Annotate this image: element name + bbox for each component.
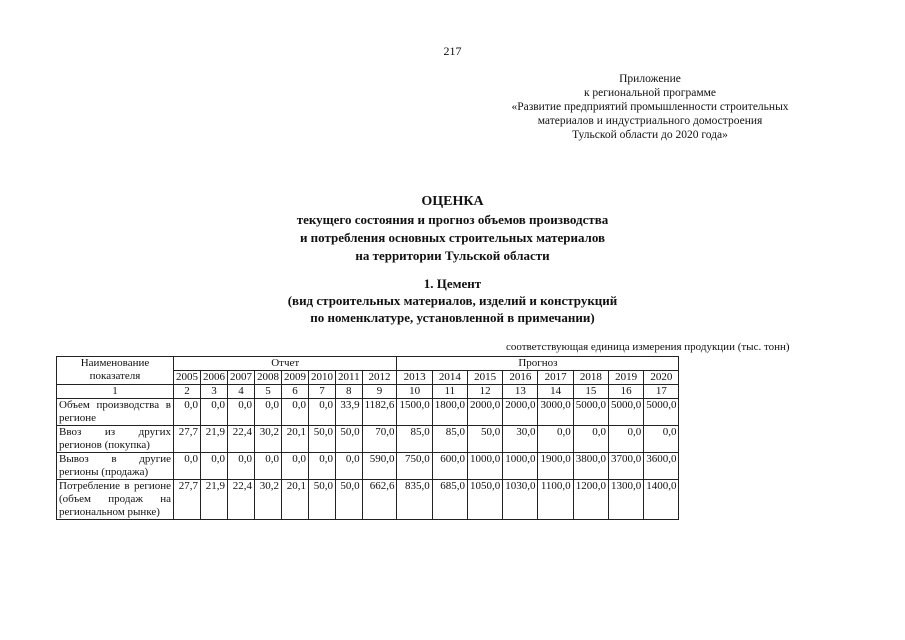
year-cell: 2007 [228, 371, 255, 385]
year-cell: 2015 [467, 371, 502, 385]
row-name-cell: Ввоз из других регионов (покупка) [57, 426, 174, 453]
value-cell: 30,2 [255, 480, 282, 520]
value-cell: 0,0 [228, 453, 255, 480]
column-number-cell: 14 [538, 385, 573, 399]
section-heading [0, 275, 905, 326]
value-cell: 0,0 [309, 399, 336, 426]
value-cell: 1200,0 [573, 480, 608, 520]
value-cell: 0,0 [336, 453, 363, 480]
value-cell: 1000,0 [467, 453, 502, 480]
column-number-cell: 1 [57, 385, 174, 399]
value-cell: 85,0 [397, 426, 432, 453]
value-cell: 0,0 [538, 426, 573, 453]
year-cell: 2012 [362, 371, 397, 385]
column-number-cell: 15 [573, 385, 608, 399]
value-cell: 2000,0 [467, 399, 502, 426]
column-number-cell: 2 [174, 385, 201, 399]
value-cell: 1900,0 [538, 453, 573, 480]
value-cell: 3800,0 [573, 453, 608, 480]
value-cell: 0,0 [201, 453, 228, 480]
year-cell: 2018 [573, 371, 608, 385]
value-cell: 50,0 [336, 426, 363, 453]
value-cell: 30,0 [503, 426, 538, 453]
year-cell: 2016 [503, 371, 538, 385]
value-cell: 662,6 [362, 480, 397, 520]
column-number-cell: 5 [255, 385, 282, 399]
value-cell: 30,2 [255, 426, 282, 453]
value-cell: 0,0 [644, 426, 679, 453]
value-cell: 1030,0 [503, 480, 538, 520]
value-cell: 27,7 [174, 426, 201, 453]
value-cell: 1000,0 [503, 453, 538, 480]
column-number-cell: 17 [644, 385, 679, 399]
value-cell: 2000,0 [503, 399, 538, 426]
appendix-header [470, 72, 830, 142]
value-cell: 3000,0 [538, 399, 573, 426]
table-colnum-row [57, 385, 679, 399]
page-number: 217 [443, 44, 462, 58]
section-line: (вид строительных материалов, изделий и конструкций [287, 293, 618, 308]
value-cell: 1100,0 [538, 480, 573, 520]
value-cell: 1050,0 [467, 480, 502, 520]
appendix-line: «Развитие предприятий промышленности строительных [511, 101, 789, 113]
section-line: 1. Цемент [423, 276, 482, 291]
value-cell: 0,0 [282, 399, 309, 426]
value-cell: 0,0 [608, 426, 643, 453]
year-cell: 2014 [432, 371, 467, 385]
value-cell: 5000,0 [573, 399, 608, 426]
year-cell: 2006 [201, 371, 228, 385]
value-cell: 1300,0 [608, 480, 643, 520]
value-cell: 27,7 [174, 480, 201, 520]
value-cell: 5000,0 [644, 399, 679, 426]
column-number-cell: 4 [228, 385, 255, 399]
document-title [0, 193, 905, 265]
value-cell: 5000,0 [608, 399, 643, 426]
appendix-line: Тульской области до 2020 года» [572, 129, 728, 141]
year-cell: 2020 [644, 371, 679, 385]
year-cell: 2019 [608, 371, 643, 385]
value-cell: 685,0 [432, 480, 467, 520]
report-group-header: Отчет [174, 357, 397, 371]
year-cell: 2017 [538, 371, 573, 385]
year-cell: 2008 [255, 371, 282, 385]
value-cell: 21,9 [201, 426, 228, 453]
table-header-row [57, 357, 679, 371]
value-cell: 0,0 [255, 399, 282, 426]
year-cell: 2009 [282, 371, 309, 385]
column-number-cell: 9 [362, 385, 397, 399]
value-cell: 0,0 [573, 426, 608, 453]
value-cell: 0,0 [201, 399, 228, 426]
value-cell: 85,0 [432, 426, 467, 453]
row-name-cell: Объем производства в регионе [57, 399, 174, 426]
value-cell: 21,9 [201, 480, 228, 520]
column-number-cell: 12 [467, 385, 502, 399]
title-line: и потребления основных строительных материалов [299, 230, 606, 245]
appendix-line: к региональной программе [583, 87, 717, 99]
table-row [57, 399, 679, 426]
value-cell: 50,0 [336, 480, 363, 520]
title-line: на территории Тульской области [355, 248, 550, 263]
value-cell: 1500,0 [397, 399, 432, 426]
column-number-cell: 11 [432, 385, 467, 399]
column-number-cell: 6 [282, 385, 309, 399]
year-cell: 2005 [174, 371, 201, 385]
column-number-cell: 13 [503, 385, 538, 399]
appendix-line: Приложение [619, 73, 681, 85]
table-row [57, 426, 679, 453]
row-name-cell: Потребление в регионе (объем продаж на региональном рынке) [57, 480, 174, 520]
value-cell: 20,1 [282, 426, 309, 453]
column-number-cell: 8 [336, 385, 363, 399]
unit-note: соответствующая единица измерения продукции (тыс. тонн) [506, 341, 790, 353]
column-number-cell: 16 [608, 385, 643, 399]
value-cell: 50,0 [309, 426, 336, 453]
value-cell: 70,0 [362, 426, 397, 453]
value-cell: 20,1 [282, 480, 309, 520]
value-cell: 1800,0 [432, 399, 467, 426]
value-cell: 0,0 [309, 453, 336, 480]
value-cell: 0,0 [174, 399, 201, 426]
title-line: текущего состояния и прогноз объемов производства [296, 212, 609, 227]
table-row [57, 453, 679, 480]
value-cell: 50,0 [309, 480, 336, 520]
value-cell: 22,4 [228, 426, 255, 453]
year-cell: 2013 [397, 371, 432, 385]
value-cell: 3600,0 [644, 453, 679, 480]
value-cell: 1182,6 [362, 399, 397, 426]
value-cell: 600,0 [432, 453, 467, 480]
column-number-cell: 3 [201, 385, 228, 399]
value-cell: 590,0 [362, 453, 397, 480]
value-cell: 750,0 [397, 453, 432, 480]
value-cell: 0,0 [282, 453, 309, 480]
title-line: ОЦЕНКА [421, 194, 484, 209]
value-cell: 0,0 [174, 453, 201, 480]
column-number-cell: 7 [309, 385, 336, 399]
year-cell: 2010 [309, 371, 336, 385]
value-cell: 50,0 [467, 426, 502, 453]
value-cell: 3700,0 [608, 453, 643, 480]
section-line: по номенклатуре, установленной в примечании) [310, 310, 595, 325]
row-name-cell: Вывоз в другие регионы (продажа) [57, 453, 174, 480]
column-number-cell: 10 [397, 385, 432, 399]
value-cell: 33,9 [336, 399, 363, 426]
year-cell: 2011 [336, 371, 363, 385]
value-cell: 22,4 [228, 480, 255, 520]
forecast-group-header: Прогноз [397, 357, 679, 371]
table-row [57, 480, 679, 520]
value-cell: 835,0 [397, 480, 432, 520]
appendix-line: материалов и индустриального домостроения [537, 115, 763, 127]
value-cell: 1400,0 [644, 480, 679, 520]
name-header-cell: Наименование показателя [57, 357, 174, 385]
value-cell: 0,0 [228, 399, 255, 426]
cement-table [56, 356, 679, 520]
value-cell: 0,0 [255, 453, 282, 480]
